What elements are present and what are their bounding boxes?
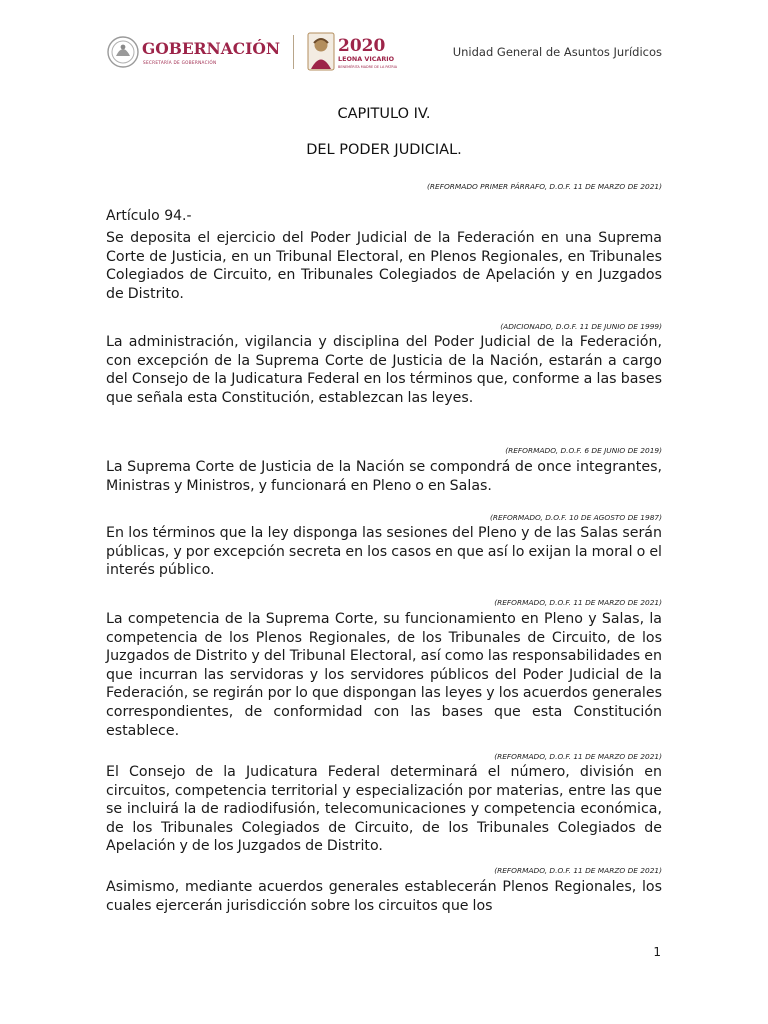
reform-note: (REFORMADO, D.O.F. 6 DE JUNIO DE 2019)	[505, 446, 662, 455]
leona-vicario-2020-logo	[306, 32, 402, 72]
svg-text:BENEMÉRITA MADRE DE LA PATRIA: BENEMÉRITA MADRE DE LA PATRIA	[338, 65, 398, 69]
paragraph: La administración, vigilancia y disciplina del Poder Judicial de la Federación, con excepción de la Suprema Corte de Justicia de la Nación, estarán a cargo del Consejo de la Judicatura Federal en los términos que, conforme a las bases que señala esta Constitución, establezcan las leyes.	[106, 334, 662, 406]
article-heading: Artículo 94.-	[106, 208, 192, 224]
chapter-heading: CAPITULO IV.	[337, 106, 431, 122]
paragraph: La competencia de la Suprema Corte, su funcionamiento en Pleno y Salas, la competencia de los Plenos Regionales, de los Tribunales de Circuito, de los Juzgados de Distrito y del Tribunal Electoral, así como las responsabilidades en que incurran las servidoras y los servidores públicos del Poder Judicial de la Federación, se regirán por lo que dispongan las leyes y los acuerdos generales correspondientes, de conformidad con las bases que esta Constitución establece.	[106, 611, 662, 739]
gobernacion-logo	[106, 34, 282, 70]
reform-note: (ADICIONADO, D.O.F. 11 DE JUNIO DE 1999)	[500, 322, 662, 331]
chapter-title: DEL PODER JUDICIAL.	[306, 142, 462, 158]
leona-vicario-portrait-icon	[308, 33, 334, 70]
svg-text:LEONA VICARIO: LEONA VICARIO	[338, 55, 395, 63]
reform-note: (REFORMADO, D.O.F. 11 DE MARZO DE 2021)	[494, 598, 662, 607]
page-number: 1	[653, 945, 661, 959]
reform-note: (REFORMADO, D.O.F. 10 DE AGOSTO DE 1987)	[490, 513, 662, 522]
reform-note: (REFORMADO PRIMER PÁRRAFO, D.O.F. 11 DE MARZO DE 2021)	[427, 182, 662, 191]
reform-note: (REFORMADO, D.O.F. 11 DE MARZO DE 2021)	[494, 866, 662, 875]
paragraph: La Suprema Corte de Justicia de la Nación se compondrá de once integrantes, Ministras y Ministros, y funcionará en Pleno o en Salas.	[106, 459, 662, 494]
paragraph: El Consejo de la Judicatura Federal determinará el número, división en circuitos, competencia territorial y especialización por materias, entre las que se incluirá la de radiodifusión, telecomunicaciones y competencia económica, de los Tribunales Colegiados de Circuito, de los Tribunales Colegiados de Apelación y de los Juzgados de Distrito.	[106, 764, 662, 855]
page-header	[106, 32, 662, 72]
national-seal-icon	[108, 37, 138, 67]
paragraph: Se deposita el ejercicio del Poder Judicial de la Federación en una Suprema Corte de Justicia, en un Tribunal Electoral, en Plenos Regionales, en Tribunales Colegiados de Circuito, en Tribunales Colegiados de Apelación y en Juzgados de Distrito.	[106, 230, 662, 302]
paragraph: Asimismo, mediante acuerdos generales establecerán Plenos Regionales, los cuales ejercerán jurisdicción sobre los circuitos que los	[106, 879, 662, 914]
paragraph: En los términos que la ley disponga las sesiones del Pleno y de las Salas serán públicas, y por excepción secreta en los casos en que así lo exijan la moral o el interés público.	[106, 525, 662, 579]
svg-text:GOBERNACIÓN: GOBERNACIÓN	[142, 39, 280, 58]
svg-text:2020: 2020	[338, 36, 386, 56]
logo-divider	[293, 35, 294, 69]
svg-text:SECRETARÍA DE GOBERNACIÓN: SECRETARÍA DE GOBERNACIÓN	[143, 60, 217, 65]
reform-note: (REFORMADO, D.O.F. 11 DE MARZO DE 2021)	[494, 752, 662, 761]
unit-name: Unidad General de Asuntos Jurídicos	[452, 45, 662, 59]
